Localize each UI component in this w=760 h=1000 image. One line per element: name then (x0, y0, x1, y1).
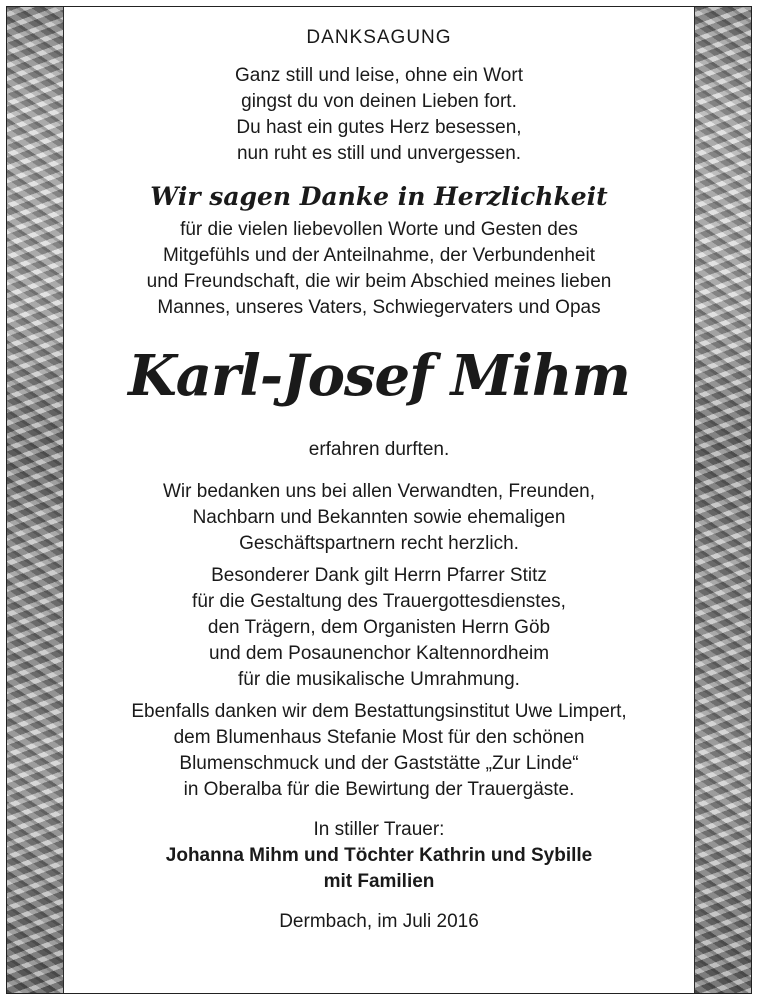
text-line: für die vielen liebevollen Worte und Gesten des (180, 219, 578, 240)
text-line: Wir bedanken uns bei allen Verwandten, Freunden, (163, 481, 595, 502)
text-line: in Oberalba für die Bewirtung der Trauergäste. (183, 779, 575, 800)
notice-content (63, 7, 695, 993)
text-line: Nachbarn und Bekannten sowie ehemaligen (192, 507, 566, 528)
text-line: für die musikalische Umrahmung. (238, 669, 520, 690)
poem-line: nun ruht es still und unvergessen. (236, 143, 522, 164)
deceased-name: Karl-Josef Mihm (128, 343, 630, 409)
marble-border-left (7, 7, 64, 993)
mourners-line: mit Familien (323, 871, 435, 892)
relatives-paragraph (63, 479, 695, 557)
poem-line: gingst du von deinen Lieben fort. (241, 91, 517, 112)
poem-line: Du hast ein gutes Herz besessen, (236, 117, 522, 138)
thanks-paragraph (63, 217, 695, 321)
text-line: dem Blumenhaus Stefanie Most für den schönen (173, 727, 585, 748)
poem (63, 63, 695, 167)
text-line: für die Gestaltung des Trauergottesdienstes, (192, 591, 566, 612)
mourning-label: In stiller Trauer: (313, 819, 445, 840)
marble-border-right (694, 7, 751, 993)
poem-line: Ganz still und leise, ohne ein Wort (235, 65, 523, 86)
mourners-line: Johanna Mihm und Töchter Kathrin und Sybille (165, 845, 593, 866)
place-date: Dermbach, im Juli 2016 (279, 911, 479, 932)
experienced-line: erfahren durften. (308, 439, 450, 460)
text-line: Mannes, unseres Vaters, Schwiegervaters und Opas (157, 297, 601, 318)
text-line: Mitgefühls und der Anteilnahme, der Verbundenheit (162, 245, 596, 266)
text-line: Ebenfalls danken wir dem Bestattungsinstitut Uwe Limpert, (131, 701, 627, 722)
also-paragraph (63, 699, 695, 803)
text-line: Besonderer Dank gilt Herrn Pfarrer Stitz (211, 565, 547, 586)
text-line: den Trägern, dem Organisten Herrn Göb (207, 617, 551, 638)
text-line: Geschäftspartnern recht herzlich. (239, 533, 519, 554)
text-line: und Freundschaft, die wir beim Abschied meines lieben (146, 271, 612, 292)
notice-heading: DANKSAGUNG (306, 27, 452, 48)
text-line: und dem Posaunenchor Kaltennordheim (208, 643, 550, 664)
text-line: Blumenschmuck und der Gaststätte „Zur Linde“ (179, 753, 579, 774)
pastor-paragraph (63, 563, 695, 693)
mourning-block (63, 817, 695, 895)
thanks-script-heading: Wir sagen Danke in Herzlichkeit (150, 182, 608, 211)
notice-frame (6, 6, 752, 994)
